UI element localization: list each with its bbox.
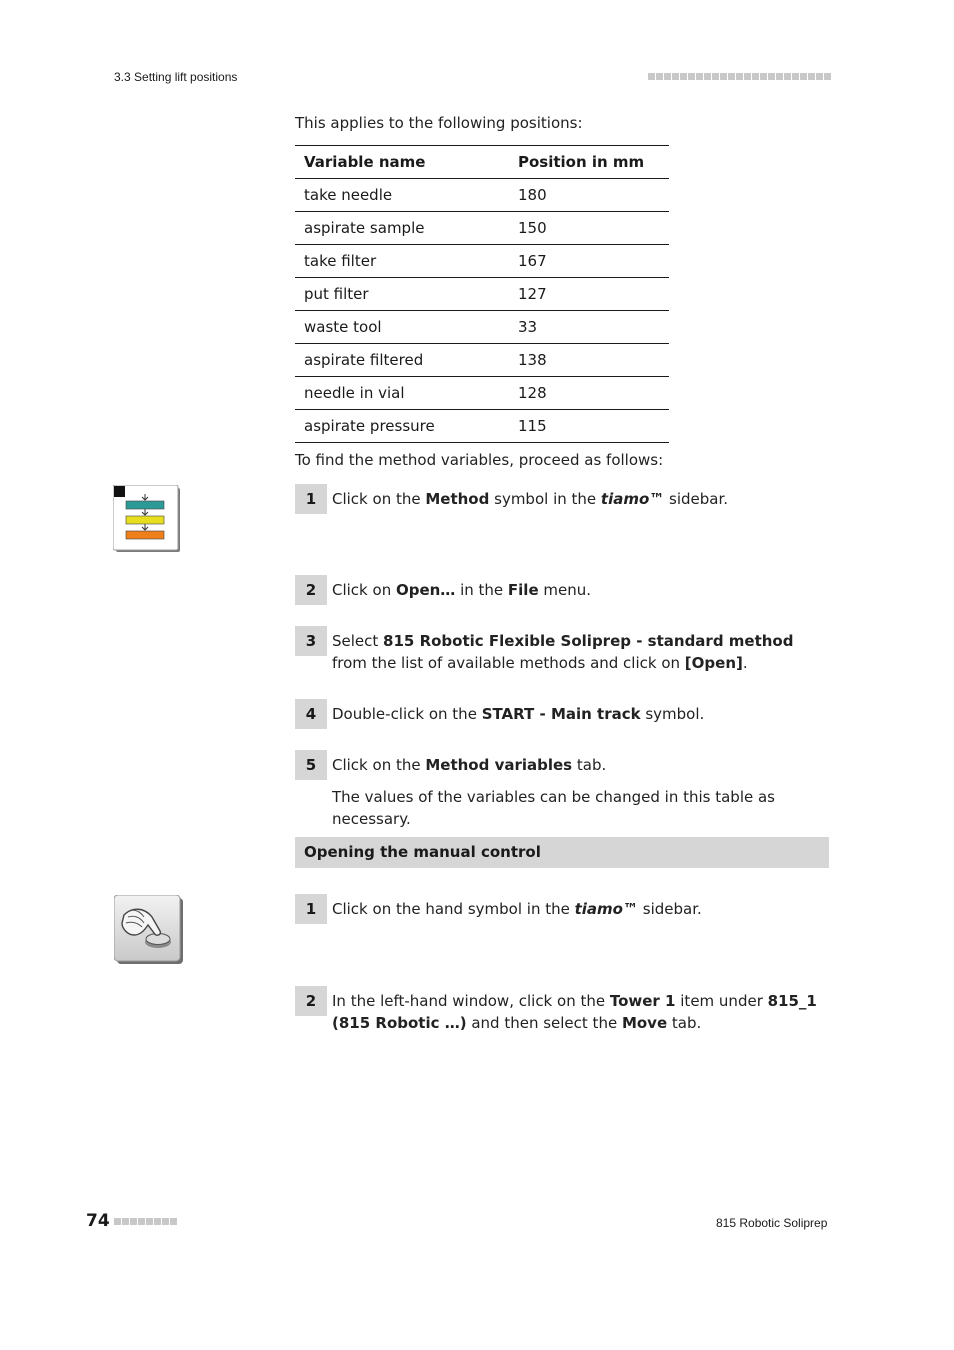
step-note: The values of the variables can be changed in this table as necessary. xyxy=(332,788,775,828)
text-bold: Method variables xyxy=(425,756,573,774)
brand-name: tiamo™ xyxy=(600,490,665,508)
intro-text: This applies to the following positions: xyxy=(295,114,583,132)
footer-decoration xyxy=(114,1218,177,1225)
variable-cell: put filter xyxy=(295,278,509,311)
positions-table xyxy=(295,145,669,443)
text: symbol in the xyxy=(489,490,601,508)
variable-cell: waste tool xyxy=(295,311,509,344)
step-text xyxy=(332,703,827,725)
variable-cell: needle in vial xyxy=(295,377,509,410)
table-row xyxy=(295,179,669,212)
find-intro-text: To find the method variables, proceed as follows: xyxy=(295,451,664,469)
header-decoration xyxy=(648,73,831,80)
text-bold: 815 Robotic Flexible Soliprep - standard method xyxy=(383,632,794,650)
text-bold: [Open] xyxy=(684,654,743,672)
text-bold: Tower 1 xyxy=(609,992,676,1010)
position-cell: 115 xyxy=(509,410,669,443)
section-heading xyxy=(295,837,829,868)
section-title: Opening the manual control xyxy=(304,843,541,861)
step-text xyxy=(332,488,827,510)
step-number: 4 xyxy=(295,699,327,729)
position-cell: 33 xyxy=(509,311,669,344)
column-header-position: Position in mm xyxy=(509,146,669,179)
step-text xyxy=(332,754,827,776)
step-number: 1 xyxy=(295,894,327,924)
column-header-variable: Variable name xyxy=(295,146,509,179)
method-icon xyxy=(113,485,181,557)
step-number: 2 xyxy=(295,986,327,1016)
text: sidebar. xyxy=(664,490,729,508)
position-cell: 180 xyxy=(509,179,669,212)
text-bold: Open… xyxy=(395,581,456,599)
position-cell: 167 xyxy=(509,245,669,278)
table-row xyxy=(295,377,669,410)
step-text xyxy=(332,630,827,674)
table-row xyxy=(295,311,669,344)
variable-cell: take needle xyxy=(295,179,509,212)
variable-cell: aspirate sample xyxy=(295,212,509,245)
step-text xyxy=(332,898,827,920)
variable-cell: aspirate pressure xyxy=(295,410,509,443)
text: . xyxy=(742,654,748,672)
table-row xyxy=(295,410,669,443)
table-row xyxy=(295,278,669,311)
text: Click on the xyxy=(332,490,426,508)
text-bold: 815_1 (815 Robotic …) xyxy=(332,992,817,1032)
text: item under xyxy=(675,992,768,1010)
step-number: 5 xyxy=(295,750,327,780)
text: sidebar. xyxy=(637,900,702,918)
text-bold: START - Main track xyxy=(481,705,641,723)
step-text xyxy=(332,579,827,601)
manual-control-hand-icon xyxy=(114,895,184,969)
step-text xyxy=(332,990,827,1034)
table-row xyxy=(295,212,669,245)
text: symbol. xyxy=(640,705,705,723)
running-header: 3.3 Setting lift positions xyxy=(114,70,238,84)
text: in the xyxy=(455,581,508,599)
product-name: 815 Robotic Soliprep xyxy=(716,1216,828,1230)
text: from the list of available methods and click on xyxy=(332,654,685,672)
text-bold: Move xyxy=(621,1014,668,1032)
step-number: 3 xyxy=(295,626,327,656)
text: Double-click on the xyxy=(332,705,482,723)
text-bold: Method xyxy=(425,490,490,508)
position-cell: 127 xyxy=(509,278,669,311)
text-bold: File xyxy=(507,581,539,599)
position-cell: 138 xyxy=(509,344,669,377)
text: Select xyxy=(332,632,384,650)
text: In the left-hand window, click on the xyxy=(332,992,610,1010)
variable-cell: aspirate filtered xyxy=(295,344,509,377)
variable-cell: take filter xyxy=(295,245,509,278)
text: Click on xyxy=(332,581,396,599)
position-cell: 128 xyxy=(509,377,669,410)
step-number: 1 xyxy=(295,484,327,514)
table-row xyxy=(295,344,669,377)
brand-name: tiamo™ xyxy=(574,900,638,918)
text: Click on the xyxy=(332,756,426,774)
text: and then select the xyxy=(466,1014,622,1032)
table-row xyxy=(295,245,669,278)
position-cell: 150 xyxy=(509,212,669,245)
text: Click on the hand symbol in the xyxy=(332,900,575,918)
text: menu. xyxy=(538,581,592,599)
text: tab. xyxy=(667,1014,702,1032)
step-number: 2 xyxy=(295,575,327,605)
page-number: 74 xyxy=(86,1211,110,1231)
text: tab. xyxy=(572,756,607,774)
